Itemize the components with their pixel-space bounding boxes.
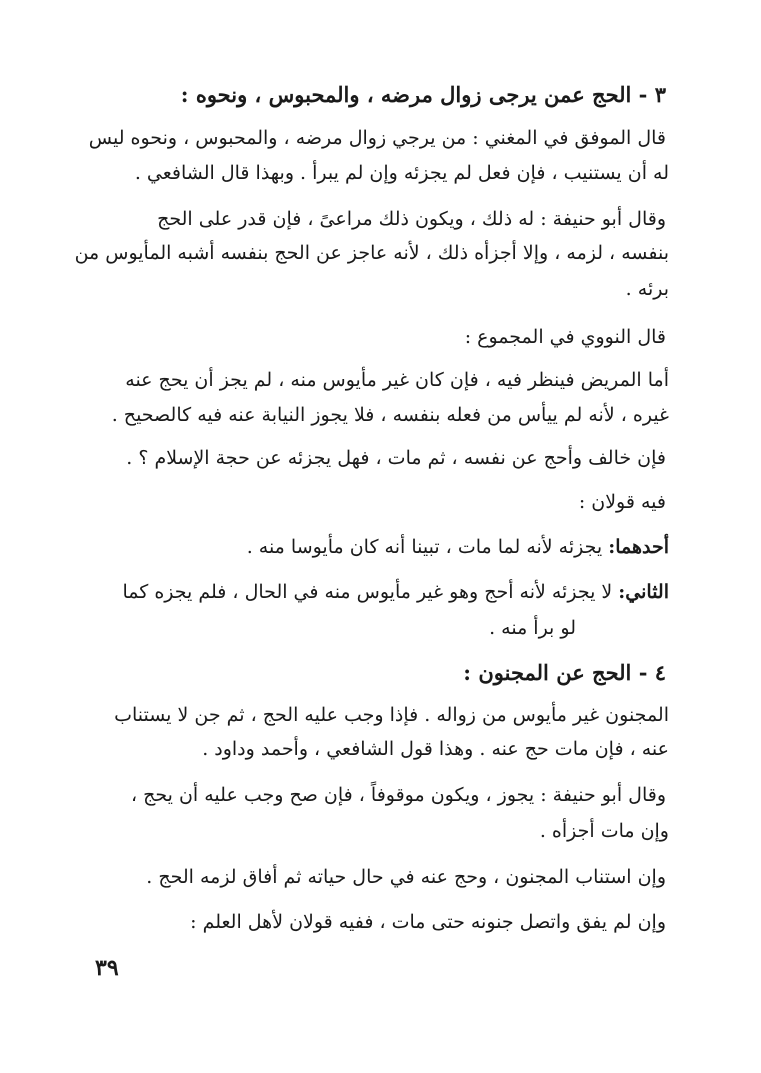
paragraph-line: وإن مات أجزأه . [539, 820, 669, 842]
paragraph-line: قال النووي في المجموع : [464, 326, 666, 348]
paragraph-line: وقال أبو حنيفة : يجوز ، ويكون موقوفاً ، فإن صح وجب عليه أن يحج ، [130, 784, 666, 806]
paragraph-line: عنه ، فإن مات حج عنه . وهذا قول الشافعي ، وأحمد وداود . [202, 738, 669, 760]
paragraph-line: فيه قولان : [578, 491, 666, 513]
paragraph-line: له أن يستنيب ، فإن فعل لم يجزئه وإن لم يبرأ . وبهذا قال الشافعي . [134, 162, 669, 184]
paragraph-line: بنفسه ، لزمه ، وإلا أجزأه ذلك ، لأنه عاجز عن الحج بنفسه أشبه المأيوس من [74, 242, 669, 264]
paragraph-line: قال الموفق في المغني : من يرجي زوال مرضه ، والمحبوس ، ونحوه ليس [88, 127, 666, 149]
opinion-second-label: الثاني: [618, 581, 669, 603]
opinion-first [247, 532, 669, 562]
opinion-first-label: أحدهما: [608, 536, 669, 558]
paragraph-line: المجنون غير مأيوس من زواله . فإذا وجب عليه الحج ، ثم جن لا يستناب [114, 704, 669, 726]
opinion-first-text: يجزئه لأنه لما مات ، تبينا أنه كان مأيوسا منه . [246, 536, 603, 558]
opinion-second [122, 577, 669, 607]
section-heading-4: ٤ - الحج عن المجنون : [463, 660, 666, 685]
page-number: ٣٩ [95, 955, 119, 981]
section-heading-3: ٣ - الحج عمن يرجى زوال مرضه ، والمحبوس ، ونحوه : [180, 82, 666, 107]
paragraph-line: وقال أبو حنيفة : له ذلك ، ويكون ذلك مراعىً ، فإن قدر على الحج [157, 208, 666, 230]
paragraph-line: غيره ، لأنه لم ييأس من فعله بنفسه ، فلا يجوز النيابة عنه فيه كالصحيح . [111, 404, 669, 426]
paragraph-line: برئه . [625, 278, 669, 300]
opinion-second-text: لا يجزئه لأنه أحج وهو غير مأيوس منه في الحال ، فلم يجزه كما [122, 581, 613, 603]
paragraph-line: وإن استناب المجنون ، وحج عنه في حال حياته ثم أفاق لزمه الحج . [146, 866, 666, 888]
paragraph-line: فإن خالف وأحج عن نفسه ، ثم مات ، فهل يجزئه عن حجة الإسلام ؟ . [126, 447, 666, 469]
paragraph-line: وإن لم يفق واتصل جنونه حتى مات ، ففيه قولان لأهل العلم : [190, 911, 666, 933]
paragraph-line: لو برأ منه . [489, 617, 576, 639]
paragraph-line: أما المريض فينظر فيه ، فإن كان غير مأيوس منه ، لم يجز أن يحج عنه [125, 369, 669, 391]
